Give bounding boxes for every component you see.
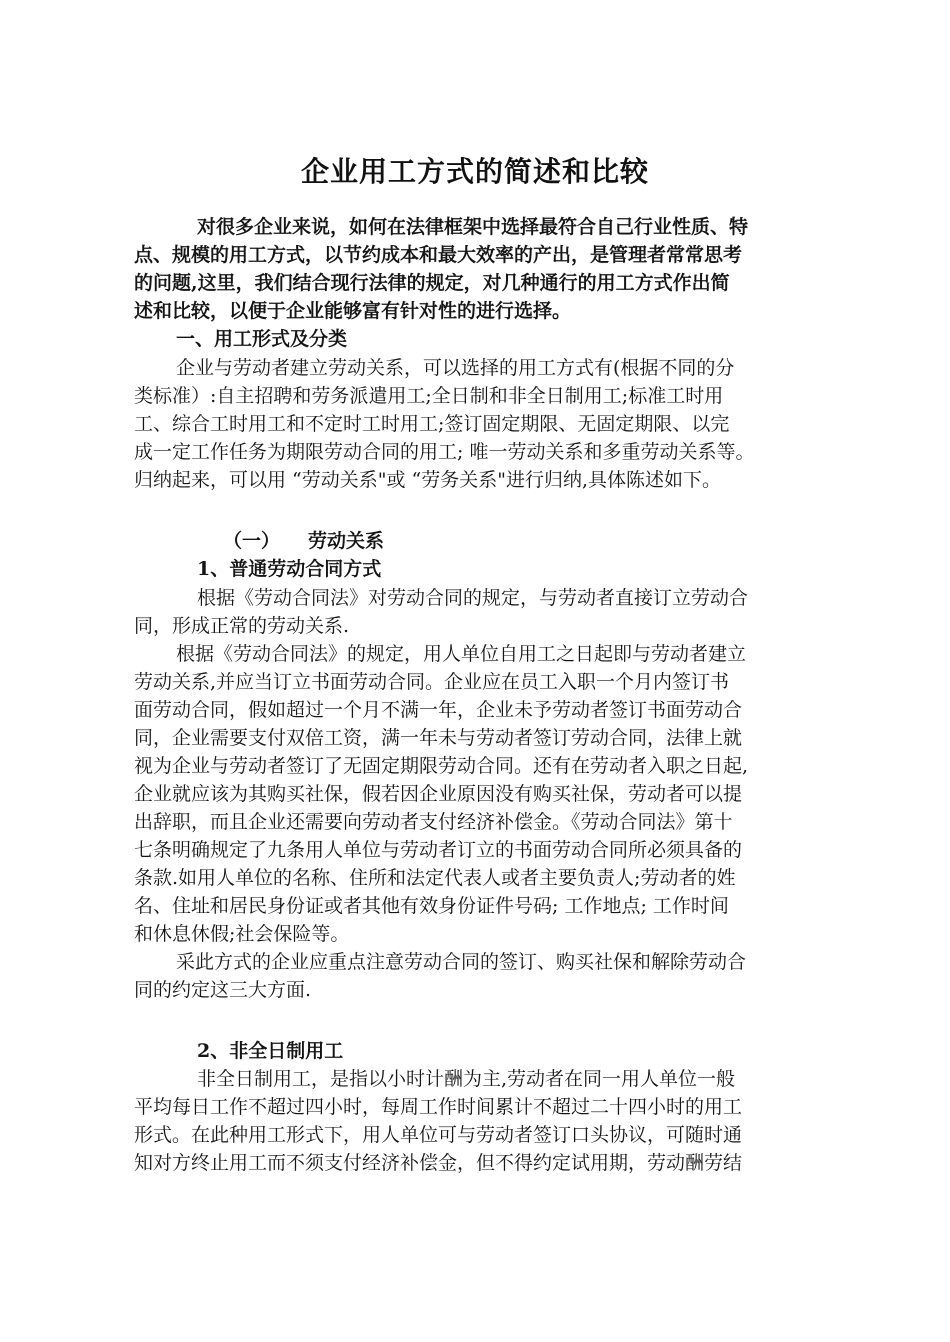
paragraph-line: 视为企业与劳动者签订了无固定期限劳动合同。还有在劳动者入职之日起,	[134, 755, 749, 777]
document-title: 企业用工方式的简述和比较	[300, 155, 649, 188]
subsection-label: （一）	[223, 530, 281, 552]
paragraph-line: 形式。在此种用工形式下，用人单位可与劳动者签订口头协议，可随时通	[134, 1124, 743, 1146]
paragraph-line: 七条明确规定了九条用人单位与劳动者订立的书面劳动合同所必须具备的	[134, 839, 743, 861]
intro-line: 述和比较，以便于企业能够富有针对性的进行选择。	[134, 300, 572, 322]
paragraph-line: 非全日制用工，是指以小时计酬为主,劳动者在同一用人单位一般	[197, 1068, 736, 1090]
paragraph-line: 企业与劳动者建立劳动关系，可以选择的用工方式有(根据不同的分	[176, 357, 735, 379]
paragraph-line: 根据《劳动合同法》对劳动合同的规定，与劳动者直接订立劳动合	[197, 587, 749, 609]
item-heading: 1、普通劳动合同方式	[197, 558, 382, 580]
paragraph-line: 面劳动合同，假如超过一个月不满一年，企业未予劳动者签订书面劳动合	[134, 699, 743, 721]
paragraph-line: 同的约定这三大方面.	[134, 979, 312, 1001]
subsection-title: 劳动关系	[308, 530, 385, 552]
paragraph-line: 工、综合工时用工和不定时工时用工;签订固定期限、无固定期限、以完	[134, 413, 730, 435]
paragraph-line: 和休息休假;社会保险等。	[134, 923, 350, 945]
paragraph-line: 采此方式的企业应重点注意劳动合同的签订、购买社保和解除劳动合	[176, 951, 747, 973]
paragraph-line: 归纳起来，可以用 “劳动关系"或 “劳务关系"进行归纳,具体陈述如下。	[134, 469, 722, 491]
intro-line: 点、规模的用工方式，以节约成本和最大效率的产出，是管理者常常思考	[134, 244, 743, 266]
intro-line: 的问题,这里，我们结合现行法律的规定，对几种通行的用工方式作出简	[134, 272, 730, 294]
paragraph-line: 知对方终止用工而不须支付经济补偿金，但不得约定试用期，劳动酬劳结	[134, 1152, 743, 1174]
paragraph-line: 类标准）:自主招聘和劳务派遣用工;全日制和非全日制用工;标准工时用	[134, 385, 724, 407]
paragraph-line: 劳动关系,并应当订立书面劳动合同。企业应在员工入职一个月内签订书	[134, 671, 730, 693]
paragraph-line: 根据《劳动合同法》的规定，用人单位自用工之日起即与劳动者建立	[176, 643, 747, 665]
paragraph-line: 企业就应该为其购买社保，假若因企业原因没有购买社保，劳动者可以提	[134, 783, 743, 805]
section-heading: 一、用工形式及分类	[176, 328, 348, 350]
paragraph-line: 平均每日工作不超过四小时，每周工作时间累计不超过二十四小时的用工	[134, 1096, 743, 1118]
paragraph-line: 出辞职，而且企业还需要向劳动者支付经济补偿金。《劳动合同法》第十	[134, 811, 733, 833]
paragraph-line: 名、住址和居民身份证或者其他有效身份证件号码; 工作地点; 工作时间	[134, 895, 729, 917]
paragraph-line: 成一定工作任务为期限劳动合同的用工; 唯一劳动关系和多重劳动关系等。	[134, 441, 755, 463]
paragraph-line: 同，形成正常的劳动关系.	[134, 615, 350, 637]
paragraph-line: 条款.如用人单位的名称、住所和法定代表人或者主要负责人;劳动者的姓	[134, 867, 736, 889]
intro-line: 对很多企业来说，如何在法律框架中选择最符合自己行业性质、特	[197, 216, 749, 238]
item-heading: 2、非全日制用工	[197, 1040, 344, 1062]
paragraph-line: 同，企业需要支付双倍工资，满一年未与劳动者签订劳动合同，法律上就	[134, 727, 743, 749]
